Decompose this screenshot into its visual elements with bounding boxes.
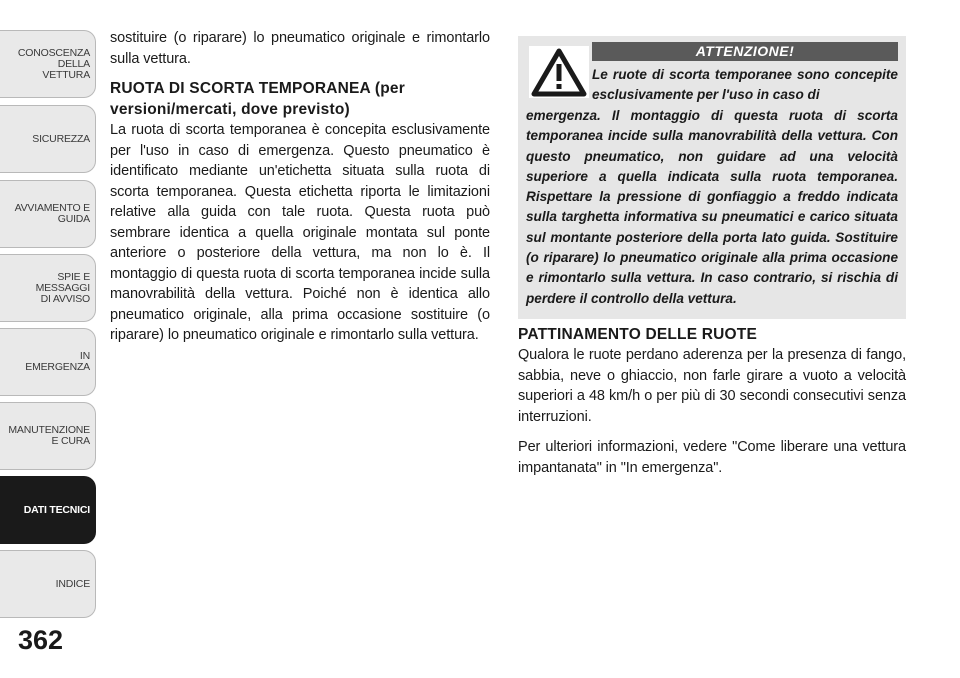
warning-header-text — [592, 42, 898, 106]
warning-header — [526, 42, 898, 106]
tab-dati-tecnici[interactable]: DATI TECNICI — [0, 476, 96, 544]
intro-paragraph: sostituire (o riparare) lo pneumatico originale e rimontarlo sulla vettura. — [110, 30, 490, 67]
left-column — [110, 28, 490, 346]
page-number: 362 — [18, 625, 64, 655]
section-heading-wheel-spin: PATTINAMENTO DELLE RUOTE — [518, 325, 758, 343]
heading-main: RUOTA DI SCORTA TEMPORANEA — [110, 80, 375, 97]
heading-note: (per versioni/mercati, dove previsto) — [110, 80, 405, 118]
tab-conoscenza-della-vettura[interactable]: CONOSCENZA DELLA VETTURA — [0, 30, 96, 98]
tab-avviamento-e-guida[interactable]: AVVIAMENTO E GUIDA — [0, 180, 96, 248]
spare-wheel-paragraph: La ruota di scorta temporanea è concepita esclusivamente per l'uso in caso di emergenza. Questo pneumatico è identificato mediante un'etichetta situata sulla ruota di scorta temporanea. Questa etichetta riporta le limitazioni relative alla guida con tale ruota. Questa ruota può sembrare identica a quella originale montata sul ponte anteriore o posteriore della vettura, ma non lo è. Il montaggio di questa ruota di scorta temporanea incide sulla manovrabilità della vettura. Poiché non è identica allo pneumatico originale, alla prima occasione sostituire (o riparare) lo pneumatico originale e rimontarlo sulla vettura. — [110, 122, 490, 343]
paragraph-spacer — [518, 427, 906, 437]
warning-title: ATTENZIONE! — [592, 42, 898, 61]
warning-body-text: emergenza. Il montaggio di questa ruota di scorta temporanea incide sulla manovrabilità della vettura. Con questo pneumatico, non guidare ad una velocità superiore a quella indicata sulla ruota temporanea. Rispettare la pressione di gonfiaggio a freddo indicata sulla targhetta informativa su pneumatici e carico situata sul montante posteriore della porta lato guida. Sostituire (o riparare) lo pneumatico originale alla prima occasione e rimontarlo sulla vettura. In caso contrario, si rischia di perdere il controllo della vettura. — [526, 108, 898, 306]
tab-spie-e-messaggi[interactable]: SPIE E MESSAGGI DI AVVISO — [0, 254, 96, 322]
tab-in-emergenza[interactable]: IN EMERGENZA — [0, 328, 96, 396]
tab-indice[interactable]: INDICE — [0, 550, 96, 618]
warning-lead-text: Le ruote di scorta temporanee sono concepite esclusivamente per l'uso in caso di — [592, 67, 898, 103]
tab-manutenzione-e-cura[interactable]: MANUTENZIONE E CURA — [0, 402, 96, 470]
wheel-spin-paragraph: Qualora le ruote perdano aderenza per la presenza di fango, sabbia, neve o ghiaccio, non farle girare a vuoto a velocità superiori a 48 km/h o per più di 30 secondi consecutivi senza interruzioni. — [518, 347, 906, 425]
warning-box — [518, 36, 906, 319]
section-heading-temporary-spare — [110, 79, 490, 120]
tab-sicurezza[interactable]: SICUREZZA — [0, 105, 96, 173]
more-info-paragraph: Per ulteriori informazioni, vedere "Come liberare una vettura impantanata" in "In emergenza". — [518, 439, 906, 476]
warning-triangle-icon — [526, 42, 592, 106]
right-column — [518, 36, 906, 478]
